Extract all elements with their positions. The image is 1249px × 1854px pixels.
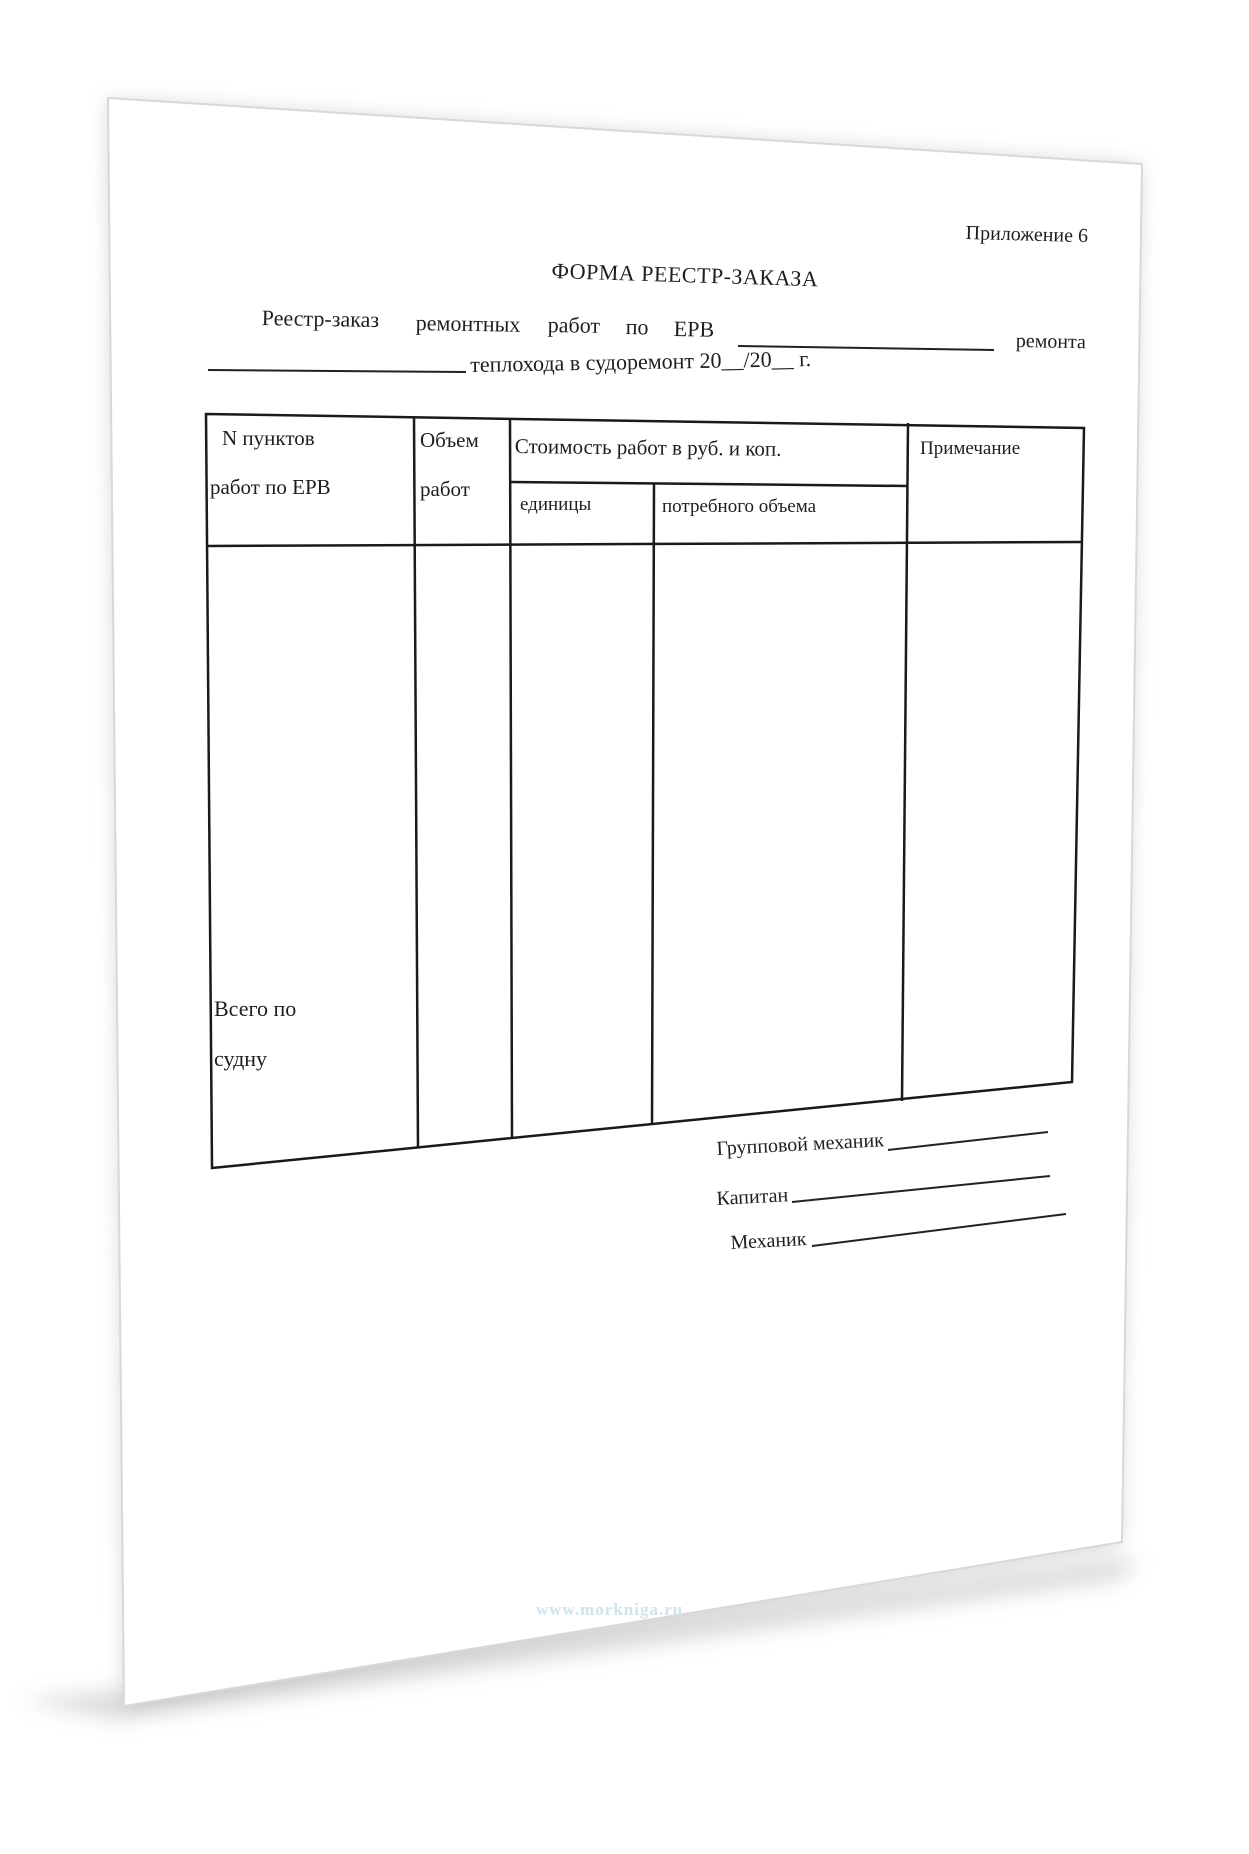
total-line1: Всего по	[214, 996, 297, 1021]
signature-mechanic: Механик	[730, 1228, 807, 1254]
watermark: www.morkniga.ru	[536, 1600, 684, 1619]
appendix-label: Приложение 6	[965, 222, 1089, 248]
header-cost-group: Стоимость работ в руб. и коп.	[514, 434, 782, 461]
intro-line-2: теплохода в судоремонт 20__/20__ г.	[470, 346, 812, 377]
signature-captain: Капитан	[716, 1184, 789, 1210]
intro-word-6: ремонта	[1015, 330, 1087, 354]
header-volume-line1: Объем	[420, 428, 479, 452]
header-items-line1: N пунктов	[222, 426, 315, 450]
header-cost-unit: единицы	[520, 494, 592, 515]
intro-word-5: ЕРВ	[673, 316, 715, 342]
signature-group-mechanic: Групповой механик	[716, 1129, 885, 1160]
intro-word-2: ремонтных	[415, 310, 521, 337]
intro-word-4: по	[625, 314, 649, 340]
form-title: ФОРМА РЕЕСТР-ЗАКАЗА	[551, 258, 819, 292]
header-items-line2: работ по ЕРВ	[210, 475, 331, 499]
total-line2: судну	[214, 1046, 268, 1071]
intro-word-1: Реестр-заказ	[261, 305, 380, 333]
header-cost-required-volume: потребного объема	[662, 496, 817, 517]
header-note: Примечание	[920, 438, 1021, 459]
intro-word-3: работ	[547, 312, 601, 338]
header-volume-line2: работ	[420, 477, 470, 501]
